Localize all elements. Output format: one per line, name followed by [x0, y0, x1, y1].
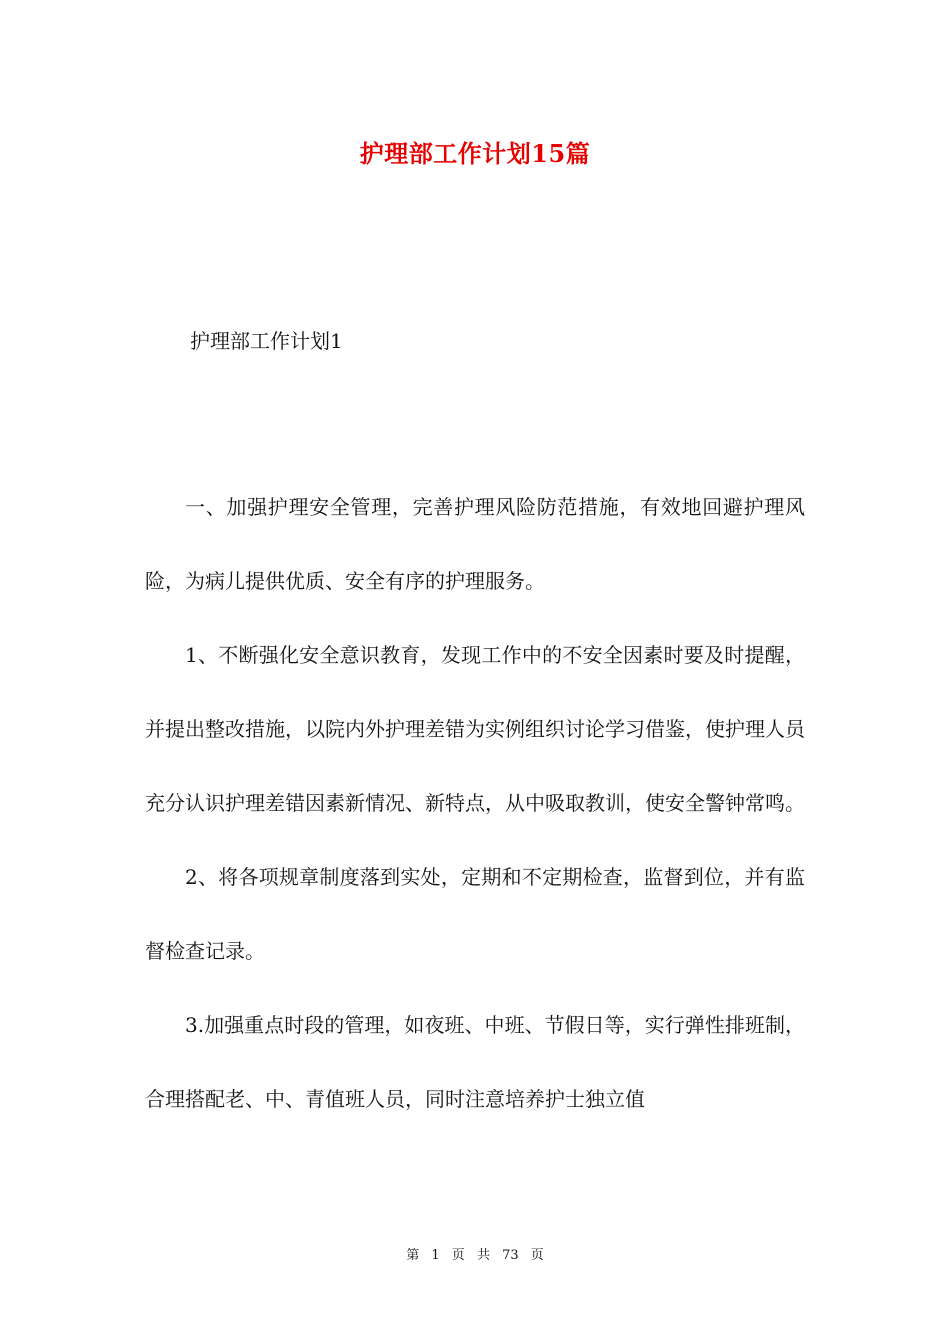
footer-label-page-unit: 页 — [451, 1248, 465, 1263]
document-body — [145, 470, 805, 1136]
paragraph: 2、将各项规章制度落到实处，定期和不定期检查，监督到位，并有监督检查记录。 — [145, 865, 805, 963]
footer-label-total: 共 — [476, 1248, 490, 1263]
footer-label-page: 第 — [406, 1248, 420, 1263]
section-heading: 护理部工作计划1 — [190, 329, 343, 353]
page-footer — [0, 1244, 950, 1263]
footer-current-page: 1 — [431, 1248, 440, 1263]
footer-total-pages: 73 — [502, 1248, 519, 1263]
paragraph: 3.加强重点时段的管理，如夜班、中班、节假日等，实行弹性排班制，合理搭配老、中、青值班人员，同时注意培养护士独立值 — [145, 1013, 805, 1111]
document-title: 护理部工作计划15篇 — [359, 139, 591, 168]
footer-label-total-unit: 页 — [530, 1248, 544, 1263]
paragraph: 1、不断强化安全意识教育，发现工作中的不安全因素时要及时提醒，并提出整改措施，以院内外护理差错为实例组织讨论学习借鉴，使护理人员充分认识护理差错因素新情况、新特点，从中吸取教训，使安全警钟常鸣。 — [145, 643, 805, 815]
paragraph: 一、加强护理安全管理，完善护理风险防范措施，有效地回避护理风险，为病儿提供优质、安全有序的护理服务。 — [145, 495, 805, 593]
